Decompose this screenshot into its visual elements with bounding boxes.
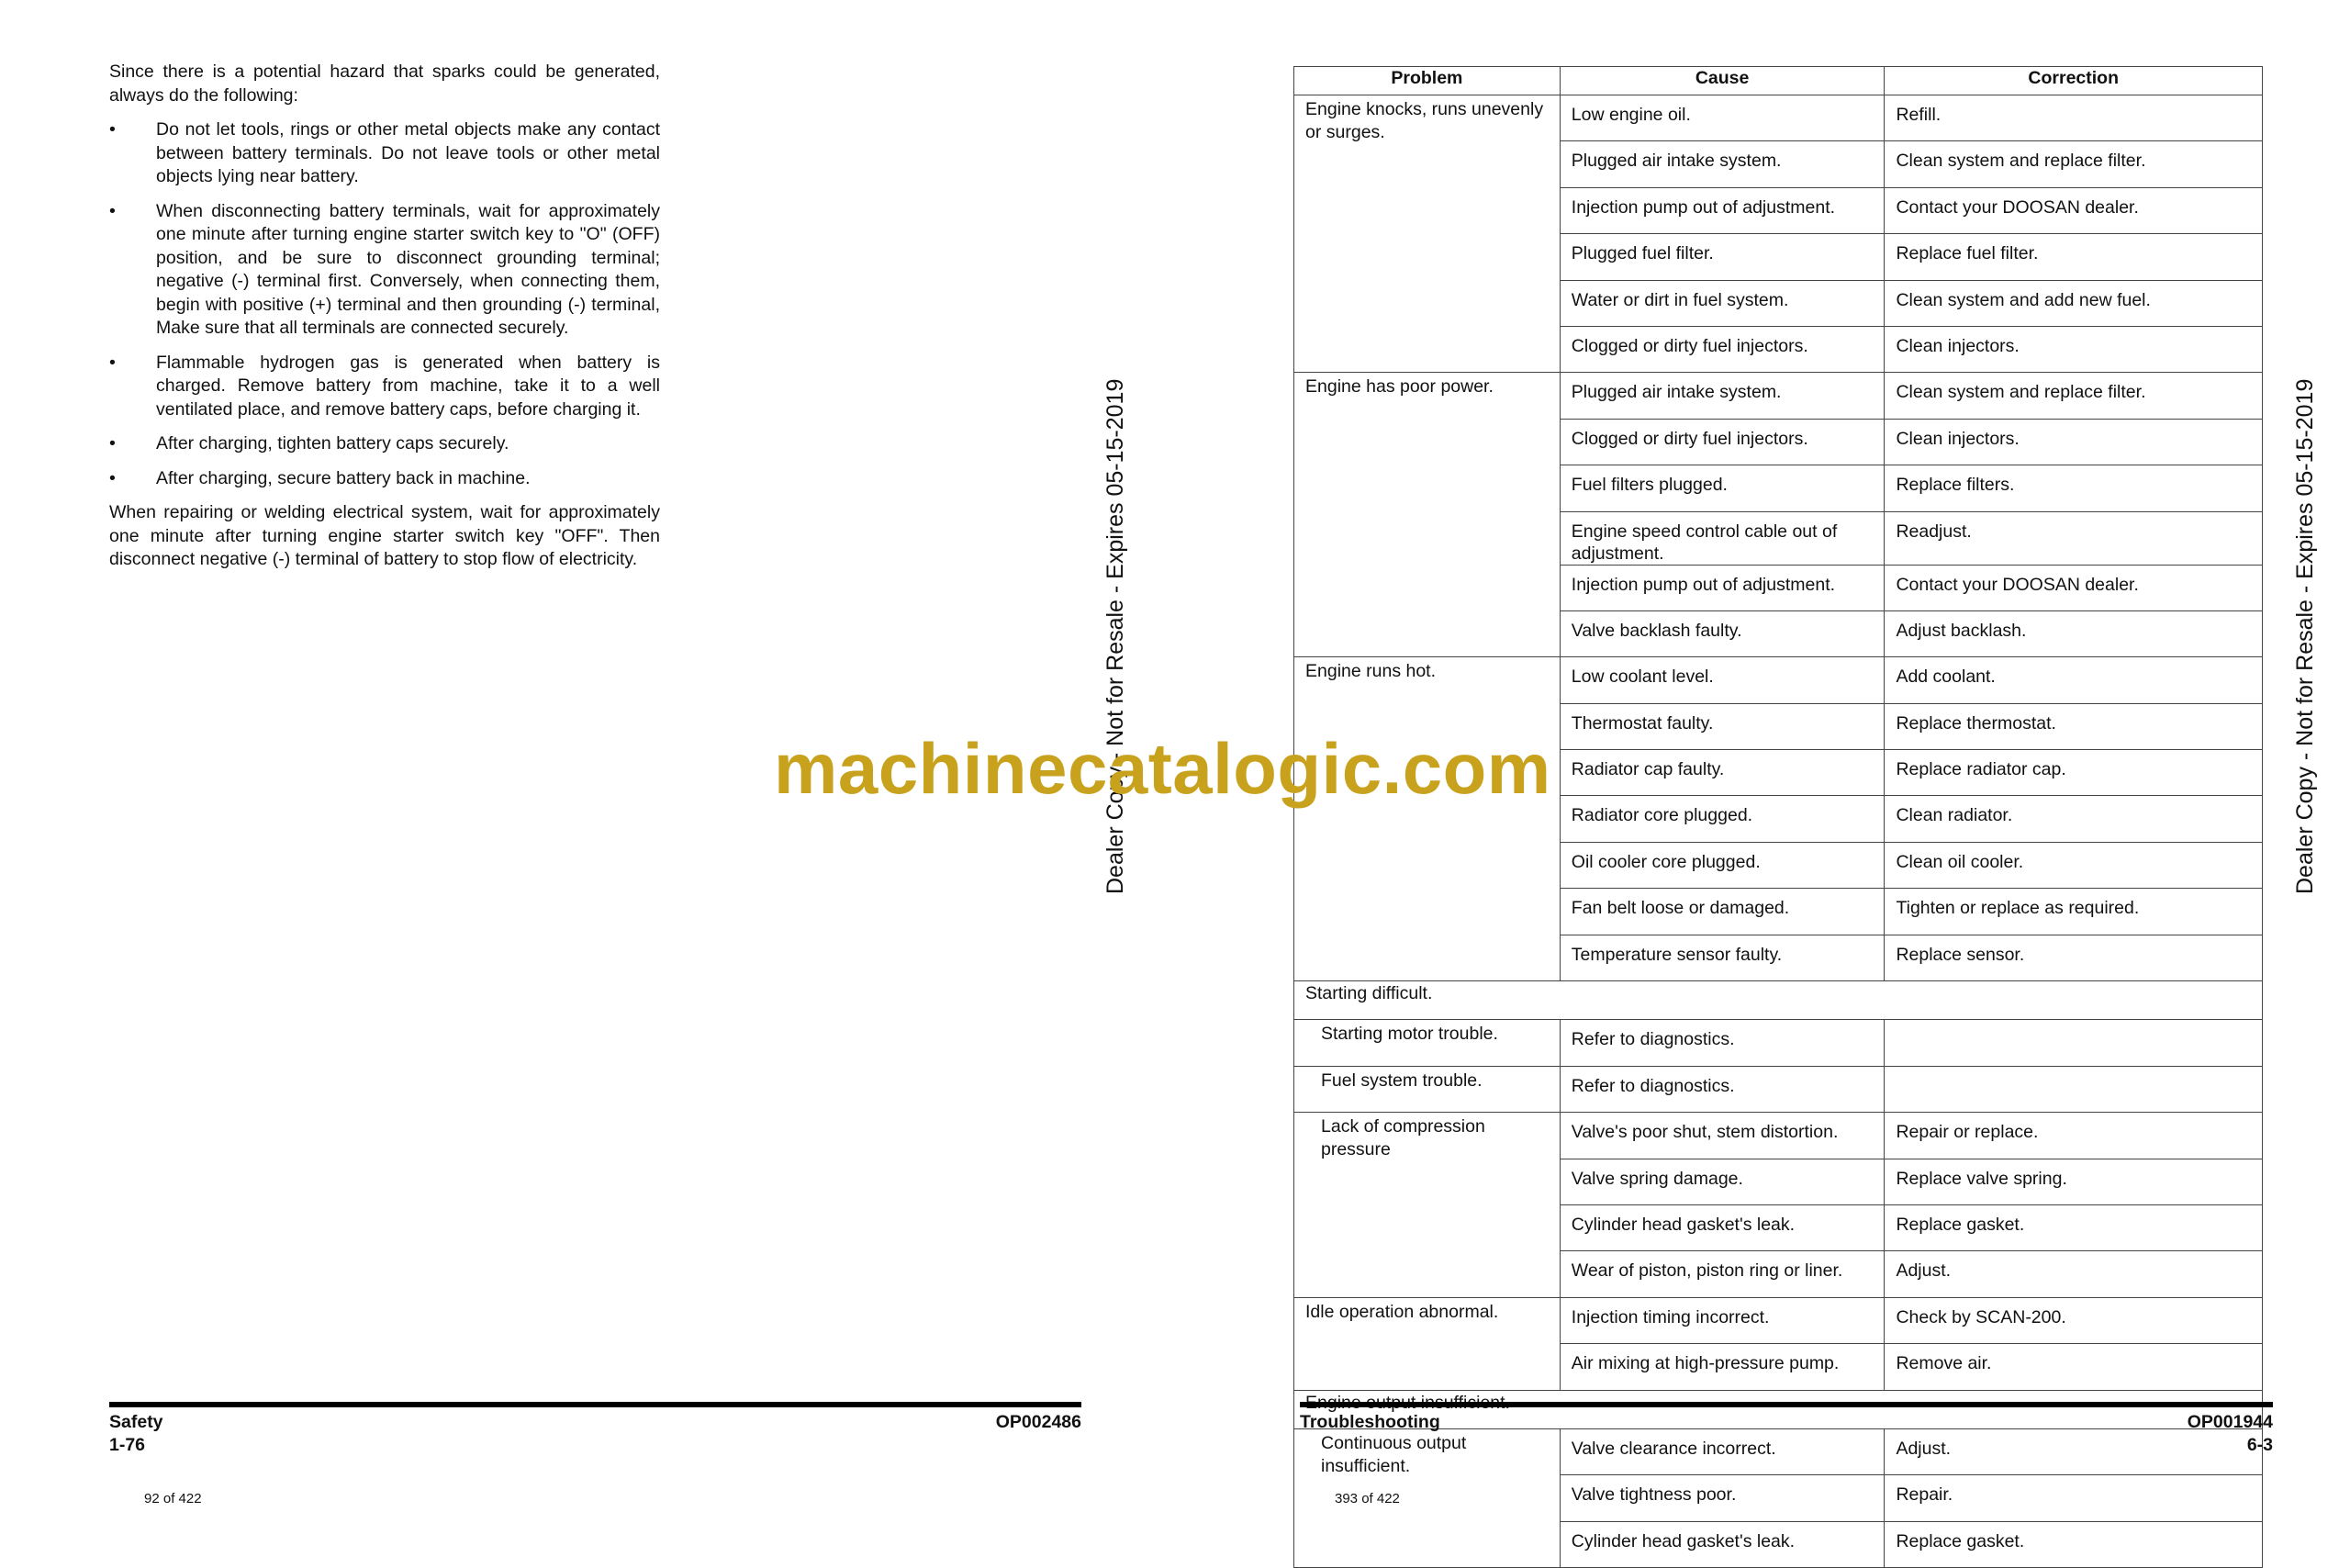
right-footer-section: Troubleshooting (1300, 1412, 1440, 1432)
bullet-text: After charging, secure battery back in machine. (156, 467, 531, 488)
cause-cell: Clogged or dirty fuel injectors. (1560, 326, 1885, 372)
cause-cell: Fuel filters plugged. (1560, 465, 1885, 511)
correction-cell (1885, 1066, 2263, 1112)
table-header-row (1294, 67, 2263, 95)
cause-cell: Cylinder head gasket's leak. (1560, 1204, 1885, 1250)
correction-cell: Replace filters. (1885, 465, 2263, 511)
dealer-copy-stamp-right: Dealer Copy - Not for Resale - Expires 05-15-2019 (2292, 378, 2318, 894)
cause-cell: Plugged air intake system. (1560, 141, 1885, 187)
section-heading-cell: Starting difficult. (1294, 981, 2263, 1020)
right-doc-code: OP001944 (2187, 1412, 2273, 1432)
bullet-marker: • (109, 352, 116, 373)
cause-cell: Low engine oil. (1560, 95, 1885, 141)
cause-cell: Valve backlash faulty. (1560, 610, 1885, 656)
correction-cell: Clean injectors. (1885, 326, 2263, 372)
table-section-row (1294, 981, 2263, 1020)
problem-cell: Engine runs hot. (1294, 657, 1561, 981)
correction-cell: Replace gasket. (1885, 1204, 2263, 1250)
left-page-count: 92 of 422 (144, 1491, 202, 1506)
correction-cell: Add coolant. (1885, 657, 2263, 703)
bullet-item (109, 200, 660, 341)
left-footer-section (109, 1411, 163, 1457)
left-page-body (109, 61, 660, 583)
bullet-item (109, 352, 660, 422)
correction-cell: Clean oil cooler. (1885, 842, 2263, 888)
correction-cell: Check by SCAN-200. (1885, 1297, 2263, 1343)
bullet-text: After charging, tighten battery caps securely. (156, 433, 509, 454)
correction-cell: Replace gasket. (1885, 1521, 2263, 1567)
table-row (1294, 657, 2263, 703)
correction-cell: Replace valve spring. (1885, 1159, 2263, 1204)
bullet-item (109, 432, 660, 456)
table-row (1294, 373, 2263, 419)
cause-cell: Fan belt loose or damaged. (1560, 889, 1885, 935)
left-footer-code: OP002486 (995, 1412, 1081, 1432)
left-footer-rule (109, 1402, 1081, 1407)
problem-cell: Fuel system trouble. (1294, 1066, 1561, 1112)
bullet-text: Do not let tools, rings or other metal objects make any contact between battery terminals. Do not leave tools or other metal objects lying near battery. (156, 119, 660, 186)
bullet-marker: • (109, 200, 116, 221)
cause-cell: Refer to diagnostics. (1560, 1020, 1885, 1066)
table-row (1294, 1066, 2263, 1112)
cause-cell: Radiator core plugged. (1560, 796, 1885, 842)
cause-cell: Injection timing incorrect. (1560, 1297, 1885, 1343)
correction-cell: Refill. (1885, 95, 2263, 141)
table-row (1294, 1020, 2263, 1066)
problem-cell: Starting motor trouble. (1294, 1020, 1561, 1066)
table-row (1294, 95, 2263, 141)
correction-cell: Adjust. (1885, 1428, 2263, 1474)
table-row (1294, 1113, 2263, 1159)
correction-cell: Replace sensor. (1885, 935, 2263, 980)
header-correction: Correction (1885, 67, 2263, 95)
bullet-text: When disconnecting battery terminals, wait for approximately one minute after turning engine starter switch key to "O" (OFF) position, and be sure to disconnect grounding terminal; negative (-) terminal first. Conversely, when connecting them, begin with positive (+) terminal and then grounding (-) terminal, Make sure that all terminals are connected securely. (156, 200, 660, 338)
problem-cell: Engine knocks, runs unevenly or surges. (1294, 95, 1561, 373)
correction-cell: Replace radiator cap. (1885, 750, 2263, 796)
correction-cell: Contact your DOOSAN dealer. (1885, 565, 2263, 610)
cause-cell: Valve's poor shut, stem distortion. (1560, 1113, 1885, 1159)
cause-cell: Clogged or dirty fuel injectors. (1560, 419, 1885, 465)
cause-cell: Plugged fuel filter. (1560, 234, 1885, 280)
cause-cell: Plugged air intake system. (1560, 373, 1885, 419)
correction-cell: Contact your DOOSAN dealer. (1885, 187, 2263, 233)
correction-cell: Tighten or replace as required. (1885, 889, 2263, 935)
bullet-marker: • (109, 119, 116, 140)
dealer-copy-stamp-center: Dealer Copy - Not for Resale - Expires 05-15-2019 (1102, 378, 1128, 894)
bullet-item (109, 118, 660, 189)
left-section-title: Safety (109, 1412, 163, 1432)
table-row (1294, 1297, 2263, 1343)
left-page-number: 1-76 (109, 1435, 146, 1455)
correction-cell: Clean radiator. (1885, 796, 2263, 842)
correction-cell: Replace thermostat. (1885, 703, 2263, 749)
cause-cell: Temperature sensor faulty. (1560, 935, 1885, 980)
problem-cell: Engine has poor power. (1294, 373, 1561, 657)
correction-cell: Readjust. (1885, 511, 2263, 565)
cause-cell: Oil cooler core plugged. (1560, 842, 1885, 888)
cause-cell: Valve tightness poor. (1560, 1475, 1885, 1521)
problem-cell: Idle operation abnormal. (1294, 1297, 1561, 1390)
cause-cell: Valve spring damage. (1560, 1159, 1885, 1204)
correction-cell: Remove air. (1885, 1344, 2263, 1390)
problem-cell: Continuous output insufficient. (1294, 1428, 1561, 1567)
correction-cell: Clean system and replace filter. (1885, 373, 2263, 419)
cause-cell: Air mixing at high-pressure pump. (1560, 1344, 1885, 1390)
correction-cell (1885, 1020, 2263, 1066)
correction-cell: Repair or replace. (1885, 1113, 2263, 1159)
intro-paragraph: Since there is a potential hazard that sparks could be generated, always do the following: (109, 62, 660, 106)
correction-cell: Adjust. (1885, 1251, 2263, 1297)
closing-paragraph: When repairing or welding electrical system, wait for approximately one minute after turning engine starter switch key "OFF". Then disconnect negative (-) terminal of battery to stop flow of electricity. (109, 502, 660, 569)
right-page-number: 6-3 (2246, 1435, 2273, 1455)
cause-cell: Wear of piston, piston ring or liner. (1560, 1251, 1885, 1297)
cause-cell: Radiator cap faulty. (1560, 750, 1885, 796)
table-body (1294, 95, 2263, 1568)
cause-cell: Injection pump out of adjustment. (1560, 565, 1885, 610)
cause-cell: Injection pump out of adjustment. (1560, 187, 1885, 233)
cause-cell: Refer to diagnostics. (1560, 1066, 1885, 1112)
correction-cell: Clean system and replace filter. (1885, 141, 2263, 187)
right-page-count: 393 of 422 (1335, 1491, 1400, 1506)
cause-cell: Thermostat faulty. (1560, 703, 1885, 749)
problem-cell: Lack of compression pressure (1294, 1113, 1561, 1298)
correction-cell: Replace fuel filter. (1885, 234, 2263, 280)
cause-cell: Low coolant level. (1560, 657, 1885, 703)
correction-cell: Adjust backlash. (1885, 610, 2263, 656)
header-cause: Cause (1560, 67, 1885, 95)
bullet-item (109, 467, 660, 491)
cause-cell: Engine speed control cable out of adjustment. (1560, 511, 1885, 565)
header-problem: Problem (1294, 67, 1561, 95)
bullet-marker: • (109, 433, 116, 454)
correction-cell: Clean injectors. (1885, 419, 2263, 465)
troubleshooting-table (1293, 66, 2263, 1568)
correction-cell: Clean system and add new fuel. (1885, 280, 2263, 326)
right-footer-rule (1300, 1402, 2273, 1407)
correction-cell: Repair. (1885, 1475, 2263, 1521)
site-watermark: machinecatalogic.com (774, 728, 1551, 809)
bullet-text: Flammable hydrogen gas is generated when battery is charged. Remove battery from machine, take it to a well ventilated place, and remove battery caps, before charging it. (156, 352, 660, 420)
right-footer-code (1998, 1411, 2273, 1457)
bullet-marker: • (109, 467, 116, 488)
cause-cell: Valve clearance incorrect. (1560, 1428, 1885, 1474)
cause-cell: Water or dirt in fuel system. (1560, 280, 1885, 326)
cause-cell: Cylinder head gasket's leak. (1560, 1521, 1885, 1567)
